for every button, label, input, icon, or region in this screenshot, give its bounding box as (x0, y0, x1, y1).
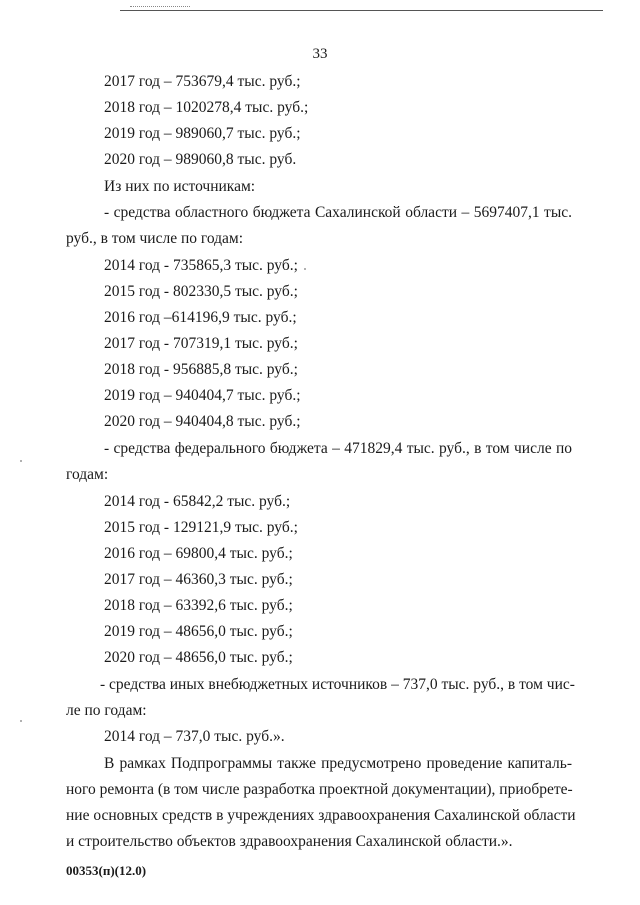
regional-2016: 2016 год –614196,9 тыс. руб.; (104, 309, 297, 326)
regional-budget-intro: - средства областного бюджета Сахалинской области – 5697407,1 тыс. (104, 204, 572, 221)
line-2019-total: 2019 год – 989060,7 тыс. руб.; (104, 125, 301, 142)
regional-2014: 2014 год - 735865,3 тыс. руб.; (104, 257, 298, 274)
regional-2017: 2017 год - 707319,1 тыс. руб.; (104, 335, 298, 352)
scan-speck (304, 268, 306, 270)
line-2018-total: 2018 год – 1020278,4 тыс. руб.; (104, 99, 309, 116)
subprogram-paragraph-line1: В рамках Подпрограммы также предусмотрено проведение капиталь- (104, 755, 572, 772)
scan-speck (20, 720, 22, 722)
federal-2014: 2014 год - 65842,2 тыс. руб.; (104, 493, 291, 510)
extrabudgetary-intro-cont: ле по годам: (66, 702, 147, 719)
scan-edge-line (120, 10, 603, 11)
page-number: 33 (312, 46, 328, 62)
subprogram-paragraph-line2: ного ремонта (в том числе разработка проектной документации), приобрете- (66, 781, 573, 798)
subprogram-paragraph-line3: ние основных средств в учреждениях здравоохранения Сахалинской области (66, 807, 576, 824)
scan-speck (20, 460, 22, 462)
regional-2015: 2015 год - 802330,5 тыс. руб.; (104, 283, 298, 300)
federal-2018: 2018 год – 63392,6 тыс. руб.; (104, 597, 293, 614)
subprogram-paragraph-line4: и строительство объектов здравоохранения Сахалинской области.». (66, 833, 513, 850)
extrabudgetary-intro: - средства иных внебюджетных источников – 737,0 тыс. руб., в том чис- (100, 676, 575, 693)
regional-budget-intro-cont: руб., в том числе по годам: (66, 230, 244, 247)
regional-2019: 2019 год – 940404,7 тыс. руб.; (104, 387, 301, 404)
federal-2020: 2020 год – 48656,0 тыс. руб.; (104, 649, 293, 666)
document-code: 00353(п)(12.0) (66, 863, 147, 878)
federal-budget-intro-cont: годам: (66, 466, 109, 483)
regional-2018: 2018 год - 956885,8 тыс. руб.; (104, 361, 298, 378)
regional-2020: 2020 год – 940404,8 тыс. руб.; (104, 413, 301, 430)
federal-budget-intro: - средства федерального бюджета – 471829,4 тыс. руб., в том числе по (104, 440, 572, 457)
line-2017-total: 2017 год – 753679,4 тыс. руб.; (104, 73, 301, 90)
federal-2016: 2016 год – 69800,4 тыс. руб.; (104, 545, 293, 562)
federal-2019: 2019 год – 48656,0 тыс. руб.; (104, 623, 293, 640)
extrabudgetary-2014: 2014 год – 737,0 тыс. руб.». (104, 728, 285, 745)
sources-heading: Из них по источникам: (104, 178, 256, 195)
scan-edge-dots (130, 6, 190, 11)
federal-2017: 2017 год – 46360,3 тыс. руб.; (104, 571, 293, 588)
line-2020-total: 2020 год – 989060,8 тыс. руб. (104, 151, 297, 168)
federal-2015: 2015 год - 129121,9 тыс. руб.; (104, 519, 298, 536)
